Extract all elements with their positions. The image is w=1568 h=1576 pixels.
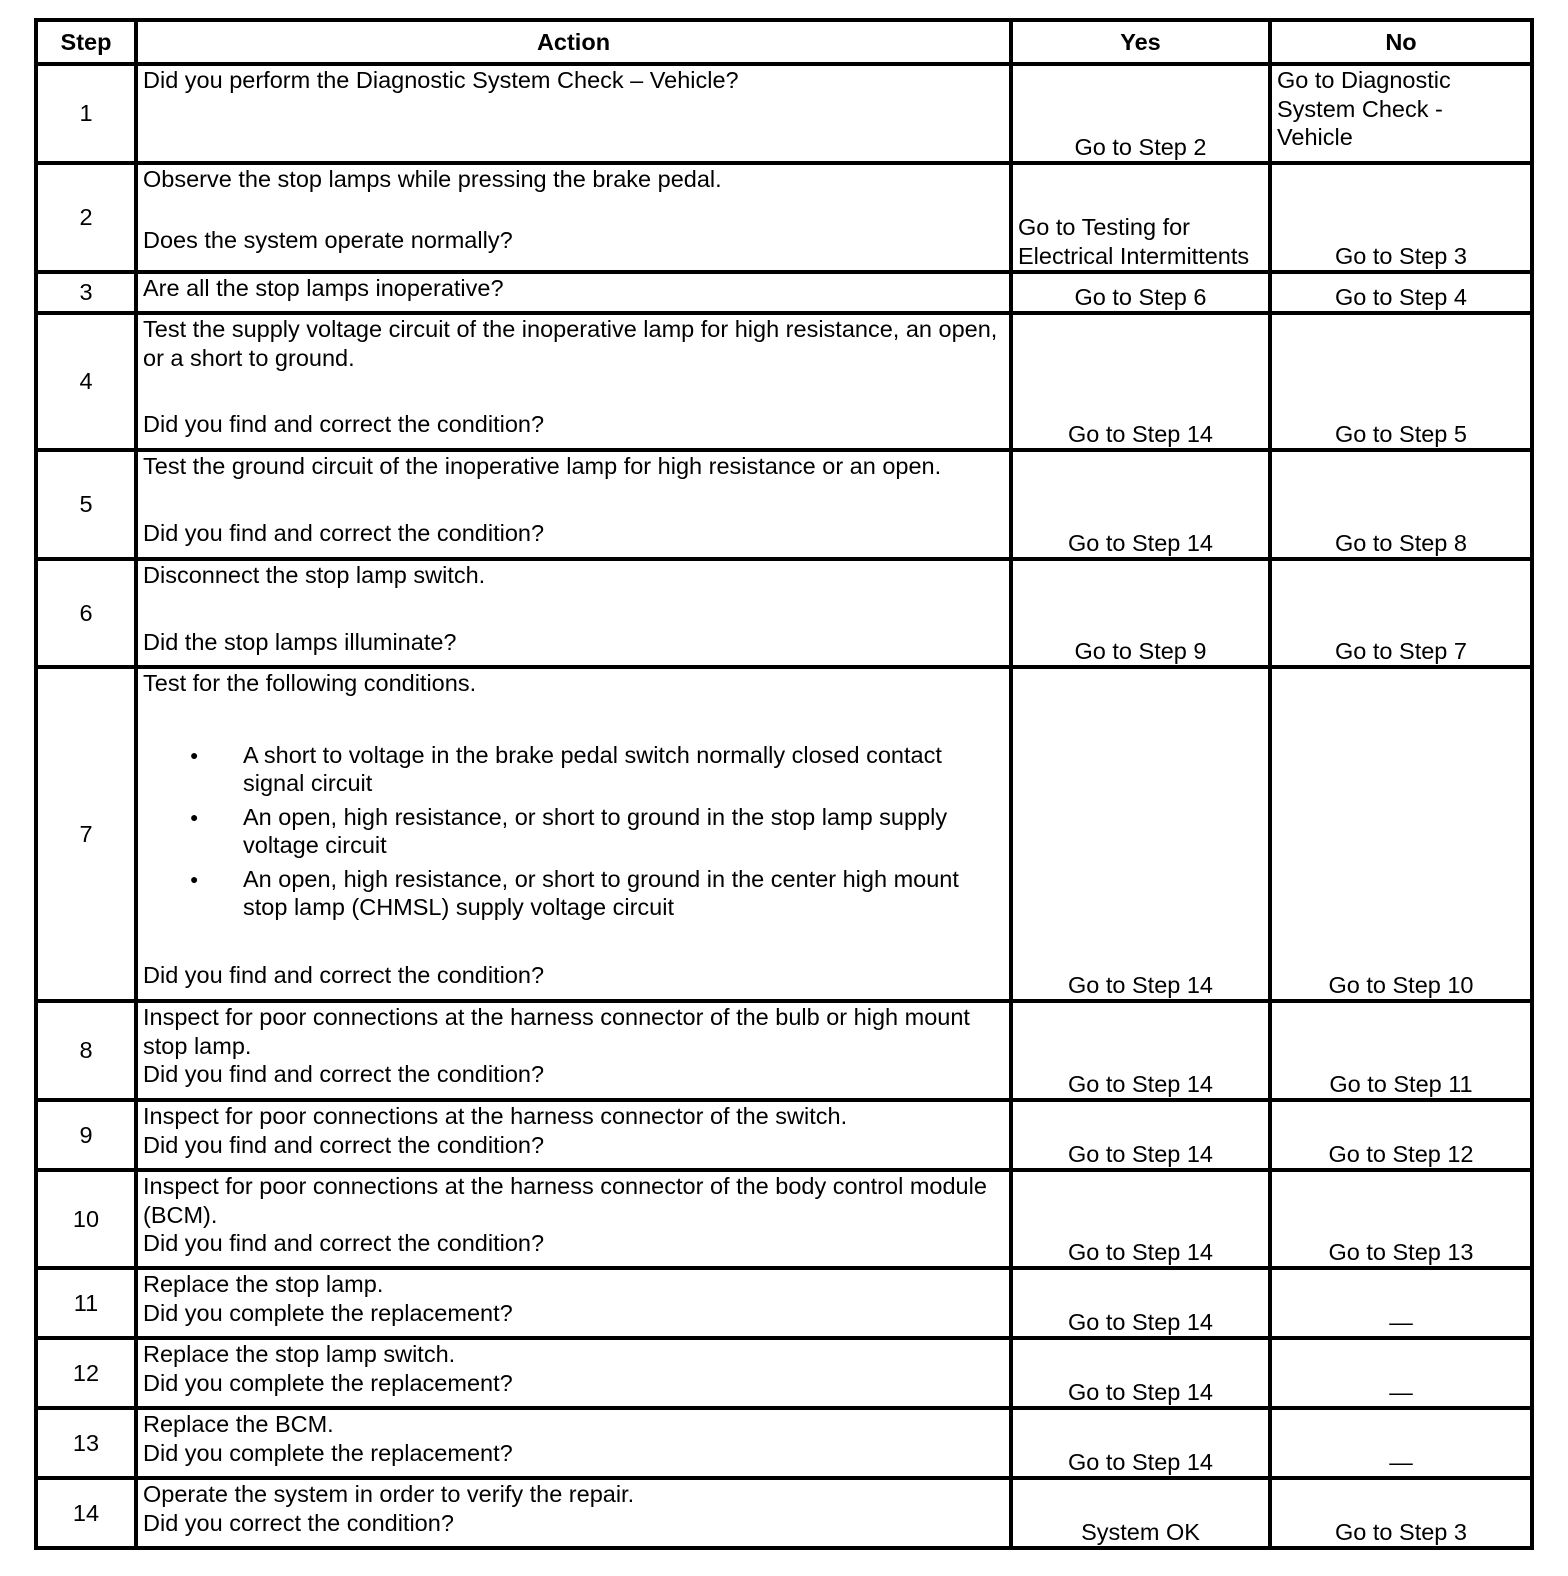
step-number: 5: [36, 450, 136, 559]
table-row: [36, 667, 1532, 1001]
no-cell: Go to Step 4: [1270, 272, 1532, 313]
action-question: Did you find and correct the condition?: [143, 519, 545, 546]
action-cell: [136, 667, 1011, 1001]
header-row: [36, 20, 1532, 64]
yes-cell: Go to Testing for Electrical Intermittents: [1011, 163, 1270, 272]
table-row: [36, 1100, 1532, 1170]
step-number: 13: [36, 1408, 136, 1478]
table-row: [36, 1478, 1532, 1548]
no-cell: Go to Step 8: [1270, 450, 1532, 559]
action-cell: [136, 163, 1011, 272]
table-row: [36, 163, 1532, 272]
no-cell: Go to Step 10: [1270, 667, 1532, 1001]
no-cell: Go to Step 12: [1270, 1100, 1532, 1170]
yes-cell: Go to Step 14: [1011, 1408, 1270, 1478]
table-row: [36, 1408, 1532, 1478]
action-cell: [136, 1100, 1011, 1170]
action-instruction: Disconnect the stop lamp switch.: [143, 562, 486, 588]
table-row: [36, 1170, 1532, 1268]
header-yes: Yes: [1011, 20, 1270, 64]
action-text: Are all the stop lamps inoperative?: [143, 275, 504, 301]
action-question: Did you correct the condition?: [143, 1509, 454, 1536]
header-action: Action: [136, 20, 1011, 64]
no-cell: Go to Step 13: [1270, 1170, 1532, 1268]
action-instruction: Test the ground circuit of the inoperative lamp for high resistance or an open.: [143, 453, 942, 479]
no-cell: Go to Step 7: [1270, 559, 1532, 667]
action-cell: [136, 1478, 1011, 1548]
action-instruction: Inspect for poor connections at the harness connector of the switch.: [143, 1103, 848, 1129]
action-instruction: Replace the stop lamp.: [143, 1271, 384, 1297]
conditions-list: [143, 741, 1004, 922]
action-question: Did you complete the replacement?: [143, 1299, 513, 1326]
table-row: [36, 1338, 1532, 1408]
yes-cell: System OK: [1011, 1478, 1270, 1548]
step-number: 7: [36, 667, 136, 1001]
action-cell: [136, 272, 1011, 313]
yes-cell: Go to Step 2: [1011, 64, 1270, 163]
yes-cell: Go to Step 14: [1011, 667, 1270, 1001]
no-cell: —: [1270, 1268, 1532, 1338]
action-instruction: Operate the system in order to verify the repair.: [143, 1481, 635, 1507]
table-row: [36, 450, 1532, 559]
action-cell: [136, 313, 1011, 450]
action-cell: [136, 1268, 1011, 1338]
action-question: Did the stop lamps illuminate?: [143, 628, 457, 655]
action-cell: [136, 1408, 1011, 1478]
action-question: Did you complete the replacement?: [143, 1439, 513, 1466]
yes-cell: Go to Step 14: [1011, 1100, 1270, 1170]
list-item: ● An open, high resistance, or short to ground in the center high mount stop lamp (CHMSL) supply voltage circuit: [243, 865, 1004, 922]
list-item: ● A short to voltage in the brake pedal switch normally closed contact signal circuit: [243, 741, 1004, 798]
step-number: 3: [36, 272, 136, 313]
step-number: 2: [36, 163, 136, 272]
no-cell: Go to Step 3: [1270, 163, 1532, 272]
step-number: 11: [36, 1268, 136, 1338]
yes-cell: Go to Step 6: [1011, 272, 1270, 313]
step-number: 12: [36, 1338, 136, 1408]
no-cell: Go to Step 3: [1270, 1478, 1532, 1548]
action-instruction: Replace the stop lamp switch.: [143, 1341, 456, 1367]
yes-cell: Go to Step 14: [1011, 1338, 1270, 1408]
action-question: Did you find and correct the condition?: [143, 411, 545, 437]
action-question: Did you find and correct the condition?: [143, 1061, 545, 1087]
step-number: 10: [36, 1170, 136, 1268]
action-cell: [136, 450, 1011, 559]
action-instruction: Test the supply voltage circuit of the inoperative lamp for high resistance, an open, or a short to ground.: [143, 316, 998, 371]
action-instruction: Replace the BCM.: [143, 1411, 334, 1437]
step-number: 8: [36, 1001, 136, 1100]
action-cell: [136, 1170, 1011, 1268]
action-cell: [136, 64, 1011, 163]
action-question: Does the system operate normally?: [143, 226, 513, 253]
step-number: 14: [36, 1478, 136, 1548]
step-number: 1: [36, 64, 136, 163]
table-row: [36, 272, 1532, 313]
list-item: ● An open, high resistance, or short to ground in the stop lamp supply voltage circuit: [243, 803, 1004, 860]
step-number: 4: [36, 313, 136, 450]
no-cell: —: [1270, 1338, 1532, 1408]
table-row: [36, 313, 1532, 450]
action-cell: [136, 1001, 1011, 1100]
action-question: Did you find and correct the condition?: [143, 1131, 545, 1158]
action-text: Did you perform the Diagnostic System Check – Vehicle?: [143, 67, 739, 93]
step-number: 6: [36, 559, 136, 667]
no-cell: Go to Diagnostic System Check - Vehicle: [1270, 64, 1532, 163]
yes-cell: Go to Step 14: [1011, 1001, 1270, 1100]
action-instruction: Observe the stop lamps while pressing the brake pedal.: [143, 166, 722, 192]
header-no: No: [1270, 20, 1532, 64]
header-step: Step: [36, 20, 136, 64]
yes-cell: Go to Step 14: [1011, 1268, 1270, 1338]
action-instruction: Inspect for poor connections at the harness connector of the body control module (BCM).: [143, 1173, 987, 1228]
action-question: Did you complete the replacement?: [143, 1369, 513, 1396]
table-row: [36, 1268, 1532, 1338]
action-instruction: Test for the following conditions.: [143, 670, 477, 696]
yes-cell: Go to Step 9: [1011, 559, 1270, 667]
action-question: Did you find and correct the condition?: [143, 1230, 545, 1256]
action-instruction: Inspect for poor connections at the harness connector of the bulb or high mount stop lamp.: [143, 1004, 970, 1059]
no-cell: Go to Step 5: [1270, 313, 1532, 450]
action-cell: [136, 1338, 1011, 1408]
yes-cell: Go to Step 14: [1011, 1170, 1270, 1268]
table-row: [36, 1001, 1532, 1100]
step-number: 9: [36, 1100, 136, 1170]
diagnostic-table: [34, 18, 1534, 1550]
yes-cell: Go to Step 14: [1011, 450, 1270, 559]
no-cell: Go to Step 11: [1270, 1001, 1532, 1100]
action-question: Did you find and correct the condition?: [143, 961, 545, 988]
table-row: [36, 559, 1532, 667]
action-cell: [136, 559, 1011, 667]
yes-cell: Go to Step 14: [1011, 313, 1270, 450]
table-row: [36, 64, 1532, 163]
no-cell: —: [1270, 1408, 1532, 1478]
